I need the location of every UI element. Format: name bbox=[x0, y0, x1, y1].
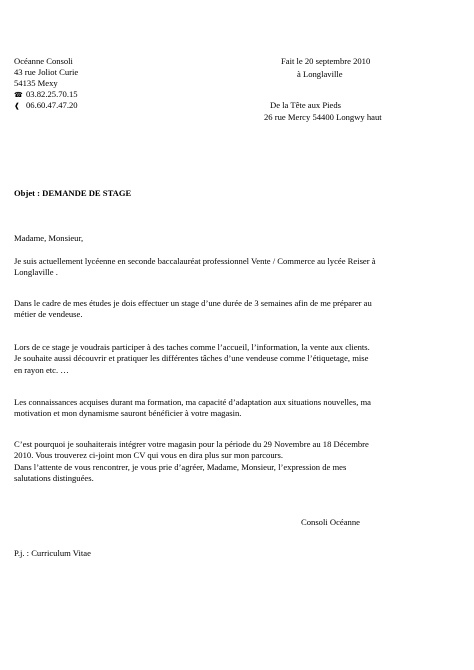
recipient-name: De la Tête aux Pieds bbox=[270, 100, 341, 110]
letter-salutation: Madame, Monsieur, bbox=[14, 233, 84, 243]
letter-attachment: P.j. : Curriculum Vitae bbox=[14, 548, 91, 558]
body-paragraph-2: Dans le cadre de mes études je dois effectuer un stage d’une durée de 3 semaines afin de me préparer au métier de vendeuse. bbox=[14, 298, 372, 320]
telephone-icon: ☎ bbox=[14, 91, 23, 99]
body-paragraph-5: C’est pourquoi je souhaiterais intégrer votre magasin pour la période du 29 Novembre au 18 Décembre 2010. Vous trouverez ci-joint mon CV qui vous en dira plus sur mon parcours. Dans l’attente de vous rencontrer, je vous prie d’agréer, Madame, Monsieur, l’expression de mes salutations distinguées. bbox=[14, 439, 369, 483]
sender-street: 43 rue Joliot Curie bbox=[14, 67, 79, 77]
sender-city: 54135 Mexy bbox=[14, 78, 58, 88]
body-paragraph-3: Lors de ce stage je voudrais participer à des taches comme l’accueil, l’information, la vente aux clients. Je souhaite aussi découvrir et pratiquer les différentes tâches d’une vendeuse comme l’étiquetage, mise en rayon etc. … bbox=[14, 342, 370, 375]
mobile-phone-icon: ❰ bbox=[14, 102, 20, 110]
letter-date: Fait le 20 septembre 2010 bbox=[281, 56, 371, 66]
sender-mobile-line bbox=[14, 100, 78, 112]
sender-phone: 03.82.25.70.15 bbox=[26, 89, 78, 99]
letter-signature: Consoli Océanne bbox=[301, 517, 360, 527]
letter-subject: Objet : DEMANDE DE STAGE bbox=[14, 188, 132, 198]
sender-name: Océanne Consoli bbox=[14, 56, 73, 66]
recipient-address: 26 rue Mercy 54400 Longwy haut bbox=[264, 112, 382, 122]
body-paragraph-1: Je suis actuellement lycéenne en seconde baccalauréat professionnel Vente / Commerce au lycée Reiser à Longlaville . bbox=[14, 256, 376, 278]
letter-place: à Longlaville bbox=[297, 69, 343, 79]
sender-mobile: 06.60.47.47.20 bbox=[26, 100, 78, 110]
body-paragraph-4: Les connaissances acquises durant ma formation, ma capacité d’adaptation aux situations nouvelles, ma motivation et mon dynamisme sauront bénéficier à votre magasin. bbox=[14, 397, 372, 419]
